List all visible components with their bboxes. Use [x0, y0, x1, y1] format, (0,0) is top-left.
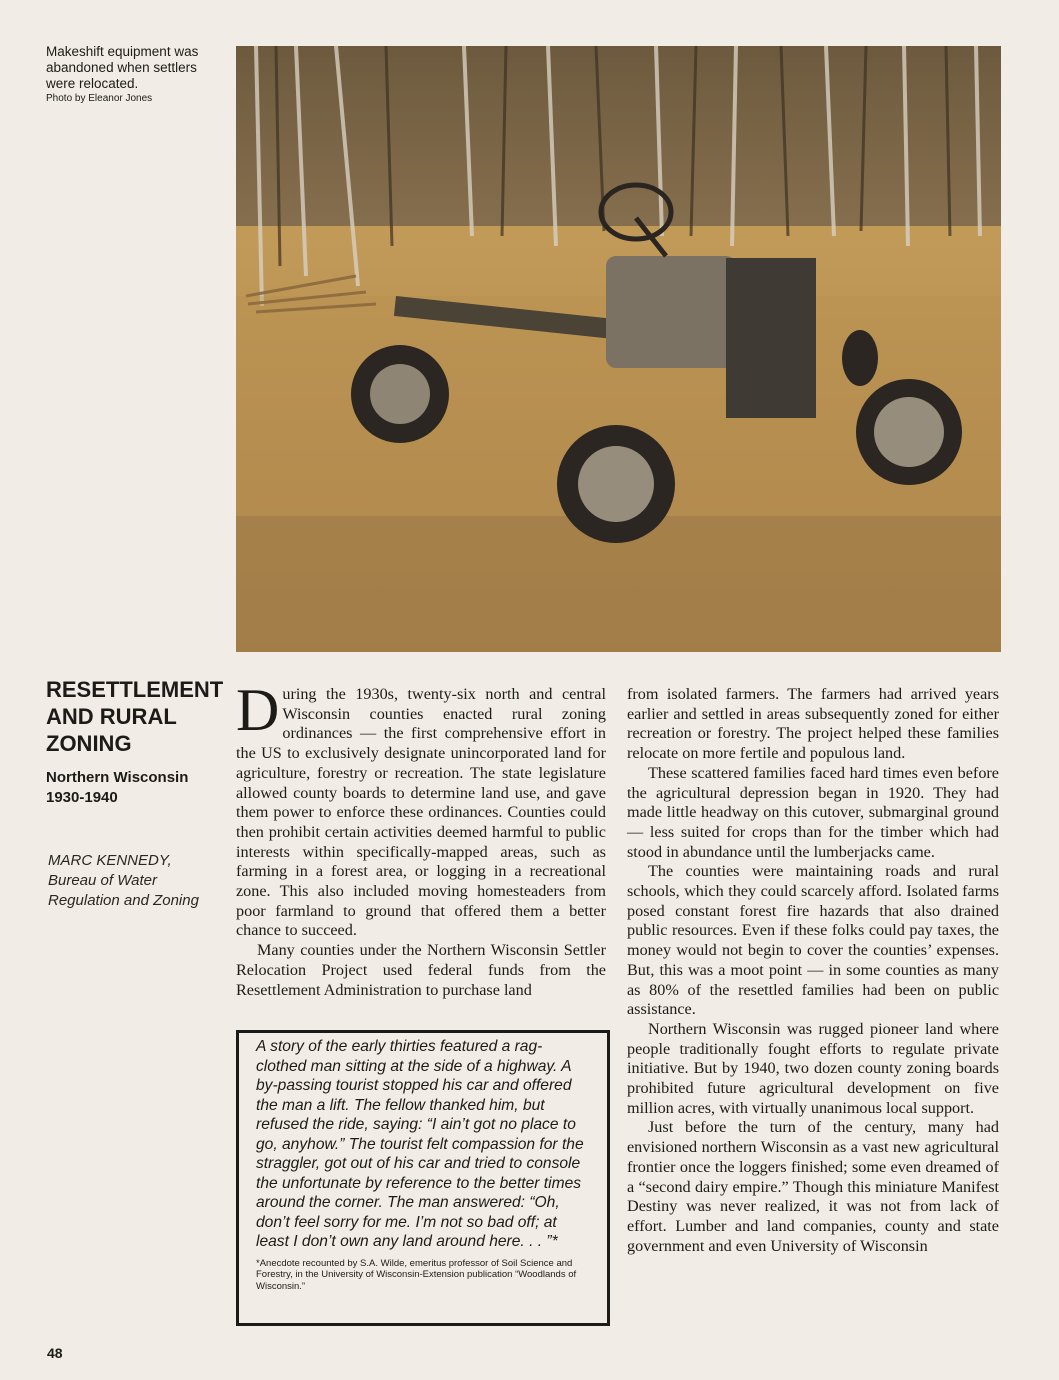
photo-abandoned-truck	[236, 46, 1001, 652]
paragraph: Many counties under the Northern Wisconsin Settler Relocation Project used federal funds from the Resettlement Administration to purchase land	[236, 941, 606, 999]
paragraph	[236, 677, 606, 941]
paragraph: These scattered families faced hard times even before the agricultural depression began in 1920. They had made little headway on this cutover, submarginal ground — less suited for crops than for the timber which had stood in abundance until the lumberjacks came.	[627, 763, 999, 861]
photo-caption	[46, 44, 226, 105]
anecdote-sidebar	[236, 1030, 610, 1326]
paragraph: Northern Wisconsin was rugged pioneer land where people traditionally fought efforts to regulate private initiative. But by 1940, two dozen county zoning boards prohibited future agricultural development on five million acres, with virtually unanimous local support.	[627, 1019, 999, 1117]
photo-credit: Photo by Eleanor Jones	[46, 93, 153, 104]
article-headline: RESETTLEMENT AND RURAL ZONING	[46, 677, 224, 756]
paragraph: Just before the turn of the century, many had envisioned northern Wisconsin as a vast new agricultural frontier once the loggers finished; some even dreamed of a “second dairy empire.” Though this miniature Manifest Destiny was never realized, it was not from lack of effort. Lumber and land companies, county and state government and even University of Wisconsin	[627, 1118, 999, 1255]
article-column-2	[627, 685, 999, 1256]
article-column-1	[236, 677, 606, 1000]
paragraph-text: uring the 1930s, twenty-six north and central Wisconsin counties enacted rural zoning ordinances — the first comprehensive effort in the US to exclusively designate unincorporated land for agriculture, forestry or recreation. The state legislature allowed county boards to determine land use, and gave them power to enforce these ordinances. Counties could then prohibit certain activities deemed harmful to public interests within specifically-mapped areas, such as farming in a forest area, or logging in a recreational zone. This also included moving homesteaders from poor farmland to ground that offered them a better chance to succeed.	[236, 685, 606, 940]
drop-cap: D	[236, 677, 280, 743]
anecdote-footnote: *Anecdote recounted by S.A. Wilde, emeritus professor of Soil Science and Forestry, in the University of Wisconsin-Extension publication “Woodlands of Wisconsin.”	[256, 1257, 577, 1292]
paragraph: The counties were maintaining roads and rural schools, which they could scarcely afford. Isolated farms posed constant forest fire hazards that also drained public resources. Even if these folks could pay taxes, the money would not begin to cover the counties’ expenses. But, this was a moot point — in some counties as many as 80% of the resettled families had been on public assistance.	[627, 862, 999, 1019]
paragraph: from isolated farmers. The farmers had arrived years earlier and settled in areas subsequently zoned for either recreation or forestry. The project helped these families relocate on more fertile and populous land.	[627, 685, 999, 763]
article-byline: MARC KENNEDY, Bureau of Water Regulation and Zoning	[48, 852, 199, 909]
anecdote-text: A story of the early thirties featured a rag-clothed man sitting at the side of a highway. A by-passing tourist stopped his car and offered the man a lift. The fellow thanked him, but refused the ride, saying: “I ain’t got no place to go, anyhow.” The tourist felt compassion for the straggler, got out of his car and tried to console the unfortunate by reference to the better times around the corner. The man answered: “Oh, don’t feel sorry for me. I’m not so bad off; at least I don’t own any land around here. . . ”*	[256, 1038, 584, 1250]
article-subhead: Northern Wisconsin 1930-1940	[46, 769, 189, 806]
page-number: 48	[47, 1345, 63, 1361]
caption-text: Makeshift equipment was abandoned when settlers were relocated.	[46, 44, 199, 91]
